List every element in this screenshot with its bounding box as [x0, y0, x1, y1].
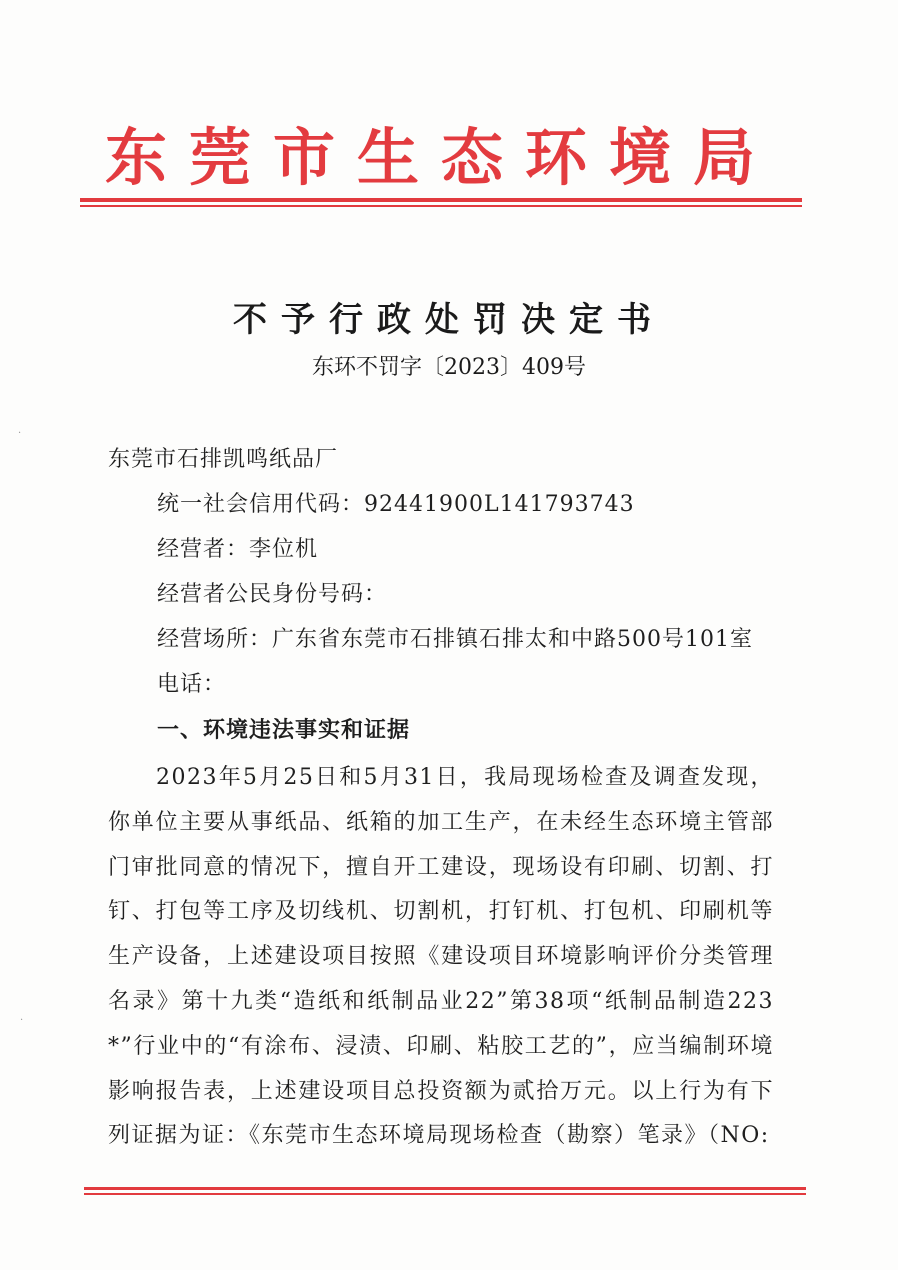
masthead-red-rule: [80, 198, 802, 202]
footer-red-rule-thin: [84, 1193, 806, 1195]
document-number: 东环不罚字〔2023〕409号: [312, 355, 586, 380]
phone-field: 电话：: [157, 672, 227, 697]
footer-red-rule: [84, 1187, 806, 1190]
recipient-name: 东莞市石排凯鸣纸品厂: [108, 447, 339, 472]
credit-code-field: 统一社会信用代码：92441900L141793743: [157, 492, 635, 517]
agency-masthead: 东莞市生态环境局: [104, 121, 777, 194]
masthead-red-rule-thin: [80, 205, 802, 207]
facts-paragraph: 2023年5月25日和5月31日，我局现场检查及调查发现，你单位主要从事纸品、纸箱的加工生产，在未经生态环境主管部门审批同意的情况下，擅自开工建设，现场设有印刷、切割、打钉、打包等工序及切线机、切割机，打钉机、打包机、印刷机等生产设备，上述建设项目按照《建设项目环境影响评价分类管理名录》第十九类“造纸和纸制品业22”第38项“纸制品制造223*”行业中的“有涂布、浸渍、印刷、粘胶工艺的”，应当编制环境影响报告表，上述建设项目总投资额为贰拾万元。以上行为有下列证据为证：《东莞市生态环境局现场检查（勘察）笔录》（NO:: [108, 765, 774, 1149]
operator-field: 经营者：李位机: [157, 537, 319, 562]
scan-speck: ·: [18, 428, 22, 439]
section-heading-facts: 一、环境违法事实和证据: [157, 718, 411, 743]
scan-speck: ·: [20, 1015, 24, 1026]
operator-id-field: 经营者公民身份号码：: [157, 582, 388, 607]
business-address-field: 经营场所：广东省东莞市石排镇石排太和中路500号101室: [157, 627, 753, 652]
document-title: 不予行政处罚决定书: [233, 300, 665, 340]
